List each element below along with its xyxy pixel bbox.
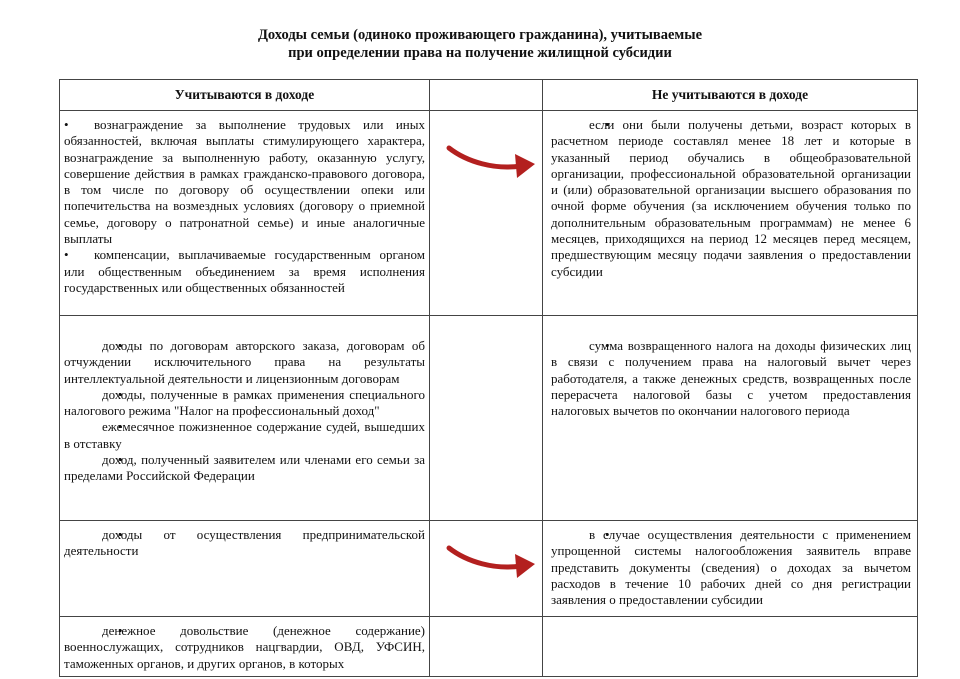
table-row xyxy=(60,316,918,521)
title-line-1: Доходы семьи (одиноко проживающего гражданина), учитываемые xyxy=(257,27,703,43)
list-item: • денежное довольствие (денежное содержание) военнослужащих, сотрудников нацгвардии, ОВД, УФСИН, таможенных органов, и других органов, в которых xyxy=(64,623,425,672)
row-2-spacer xyxy=(430,316,543,521)
row-4-spacer xyxy=(430,617,543,677)
row-4-counted xyxy=(60,617,430,677)
list-item: • вознаграждение за выполнение трудовых или иных обязанностей, включая выплаты стимулирующего характера, вознаграждение за выполненную работу, оказанную услугу, совершение действия в рамках гражданско-правового договора, в том числе по договору об осуществлении опеки или попечительства на возмездных условиях (договору о приемной семье, договору о патронатной семье) и иные аналогичные выплаты xyxy=(64,117,425,247)
row-3-not-counted xyxy=(543,521,918,617)
row-1-not-counted xyxy=(543,111,918,316)
header-spacer xyxy=(430,80,543,111)
table-row xyxy=(60,617,918,677)
list-item: • в случае осуществления деятельности с применением упрощенной системы налогообложения заявитель вправе представить документы (сведения) о доходах за вычетом расходов в течение 10 рабочих дней со дня регистрации заявления о предоставлении субсидии xyxy=(551,527,911,608)
list-item: • сумма возвращенного налога на доходы физических лиц в связи с получением права на налоговый вычет через работодателя, а также денежных средств, возвращенных после перерасчета налоговой базы с учетом предоставления налоговых вычетов по окончании налогового периода xyxy=(551,338,911,419)
curved-arrow-icon xyxy=(445,540,537,582)
row-4-not-counted xyxy=(543,617,918,677)
header-not-counted: Не учитываются в доходе xyxy=(543,80,918,111)
curved-arrow-icon xyxy=(445,140,537,182)
row-2-not-counted xyxy=(543,316,918,521)
row-1-counted xyxy=(60,111,430,316)
row-3-counted xyxy=(60,521,430,617)
row-2-counted xyxy=(60,316,430,521)
list-item: • доходы, полученные в рамках применения специального налогового режима "Налог на профессиональный доход" xyxy=(64,387,425,420)
document-title xyxy=(0,26,960,62)
list-item: • ежемесячное пожизненное содержание судей, вышедших в отставку xyxy=(64,419,425,452)
list-item: • доход, полученный заявителем или членами его семьи за пределами Российской Федерации xyxy=(64,452,425,485)
list-item: • компенсации, выплачиваемые государственным органом или общественным объединением за время исполнения государственных или общественных обязанностей xyxy=(64,247,425,296)
list-item: • доходы от осуществления предпринимательской деятельности xyxy=(64,527,425,560)
list-item: • если они были получены детьми, возраст которых в расчетном периоде составлял менее 18 лет и которые в указанный период обучались в общеобразовательной организации, профессиональной образовательной организации и (или) образовательной организации высшего образования по очной форме обучения (за исключением обучения только по дополнительным образовательным программам) не менее 6 месяцев, приходящихся на период 12 месяцев перед месяцем, предшествующим месяцу подачи заявления о предоставлении субсидии xyxy=(551,117,911,280)
title-line-2: при определении права на получение жилищной субсидии xyxy=(288,45,672,61)
list-item: • доходы по договорам авторского заказа, договорам об отчуждении исключительного права на результаты интеллектуальной деятельности и лицензионным договорам xyxy=(64,338,425,387)
header-counted: Учитываются в доходе xyxy=(60,80,430,111)
table-header-row xyxy=(60,80,918,111)
